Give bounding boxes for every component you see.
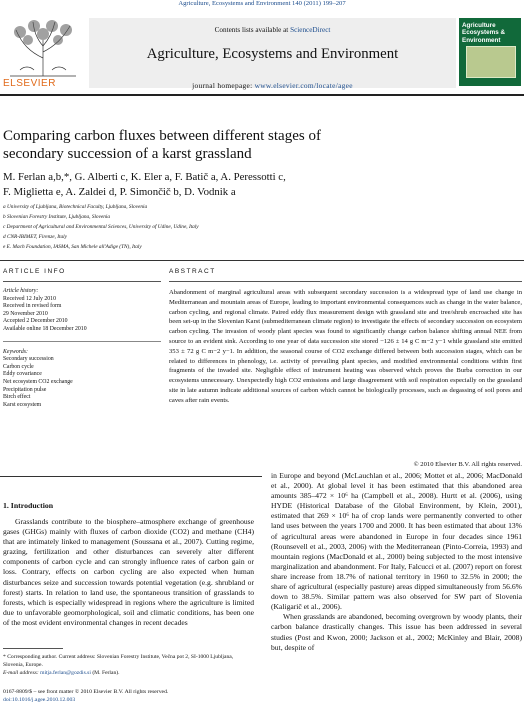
keyword: Birch effect — [3, 394, 31, 401]
footnote — [3, 653, 254, 677]
info-rule — [3, 281, 161, 282]
affiliations — [3, 202, 518, 252]
history-item: Received 12 July 2010 — [3, 295, 56, 302]
issn-line: 0167-8809/$ – see front matter © 2010 Elsevier B.V. All rights reserved. — [3, 689, 169, 695]
paragraph: When grasslands are abandoned, becoming overgrown by woody plants, their carbon balance drastically changes. This issue has been addressed in several studies (Post and Kwon, 2000; Jackson et al., 2002; McKinley and Blair, 2008) but, despite of — [271, 612, 522, 652]
history-item: Received in revised form — [3, 303, 62, 310]
section-rule — [0, 260, 524, 261]
body-rule — [0, 476, 262, 477]
introduction-right-column — [271, 471, 522, 653]
elsevier-tree-icon — [0, 18, 86, 80]
affiliation: e E. Mach Foundation, IASMA, San Michele all'Adige (TN), Italy — [3, 244, 142, 251]
affiliation: a University of Ljubljana, Biotechnical Faculty, Ljubljana, Slovenia — [3, 204, 148, 210]
keyword: Secondary succession — [3, 356, 54, 363]
article-info-heading: ARTICLE INFO — [3, 268, 66, 275]
contents-prefix: Contents lists available at — [214, 26, 291, 34]
elsevier-logo[interactable] — [0, 18, 86, 86]
email-link[interactable]: mitja.ferlan@gozdis.si — [40, 670, 91, 676]
abstract-rule — [169, 281, 522, 282]
journal-reference[interactable]: Agriculture, Ecosystems and Environment 140 (2011) 199–207 — [178, 0, 346, 7]
keyword: Net ecosystem CO2 exchange — [3, 378, 73, 385]
publisher-name: ELSEVIER — [3, 78, 56, 89]
paragraph: in Europe and beyond (McLauchlan et al., 2006; Mottet et al., 2006; MacDonald et al., 2000). At global level it has been estimated that this abandoned area amounts 385–472 × 10⁶ ha (Campbell et al., 2008). Hurtt et al. (2006), using HYDE (Historical Database of the Global Environment, by Klein, 2001), estimated that 269 × 10⁶ ha of crop lands were permanently converted to other land uses between the years 1700 and 2000. It has been estimated that about 13% of agricultural areas were abandoned in Europe in four decades since 1961 (Rounsevell et al., 2003, 2006) with the Mediterranean (Pinto-Correia, 1993) and mountain regions (MacDonald et al., 2000) being subjected to the most intensive marginalization and abandonment. For Italy, Falcucci et al. (2007) report on forest share increase from 18.7% of national territory in 1960 to 32.5% in 2000; the share of agricultural (especially pasture) areas dipped simultaneously from 56.6% down to 38.5%. Similar pattern was also observed for SW part of Slovenia (Kaligarič et al., 2006). — [271, 471, 522, 612]
article-title — [3, 128, 503, 163]
bottom-info — [3, 688, 303, 704]
homepage-link[interactable]: www.elsevier.com/locate/agee — [254, 81, 353, 90]
copyright-line: © 2010 Elsevier B.V. All rights reserved. — [413, 461, 522, 468]
abstract-text: Abandonment of marginal agricultural areas with subsequent secondary succession is a widespread type of land use change in Mediterranean and mountain areas of Europe, leading to important environmental consequences such as change in the water balance, carbon cycling, and regional climate. Paired eddy flux measurement design with grassland site and tree/shrub encroached site has been set-up in the Slovenian Karst (submediterranean climate region) to investigate the effects of secondary succession on ecosystem carbon cycling. The invasion of woody plant species was found to significantly change carbon balance shifting annual NEE from source to an evident sink. According to one year of data succession site stored −126 ± 14 g C m−2 y−1 while grassland site emitted 353 ± 72 g C m−2 y−1. In addition, the seasonal course of CO2 exchange differed between both succession stages, which can be related to differences in phenology, i.e. activity of prevailing plant species, and modified environmental conditions within first fragments of the invaded site. Negligible effect of instrument heating was observed which proves the Burba correction in our ecosystems unnecessary. Unexpectedly high CO2 emissions and large disagreement with soil respiration especially on the grassland site in late autumn indicate additional sources of carbon which cannot be biologically processes, such as degassing of soil pores and caves after rain events. — [169, 289, 522, 404]
history-label: Article history: — [3, 288, 39, 294]
affiliation: b Slovenian Forestry Institute, Ljubljana, Slovenia — [3, 214, 111, 221]
history-item: Available online 18 December 2010 — [3, 325, 87, 332]
affiliation: d CNR-IBIMET, Firenze, Italy — [3, 234, 67, 241]
keyword: Eddy covariance — [3, 371, 42, 378]
authors-line-2[interactable]: F. Miglietta e, A. Zaldei d, P. Simončič b, D. Vodnik a — [3, 185, 236, 198]
history-item: 29 November 2010 — [3, 310, 48, 317]
keywords-rule — [3, 341, 161, 342]
header-rule — [0, 94, 524, 96]
paragraph: Grasslands contribute to the biosphere–atmosphere exchange of greenhouse gases (GHGs) mainly with fluxes of carbon dioxide (CO2) and methane (CH4) that are intimately linked to management (Soussana et al., 2007). Cutting regime, grazing, fertilization and other disturbances can severely alter different components of carbon cycle and can strongly influence rates of carbon gain or loss. Contrary, effects on carbon cycling are also expected when human disturbances seize and succession towards potential vegetation (e.g. shrubland or forest) starts. In relation to land use, the spontaneous transition of grasslands to forests, which is especially widespread in regions where the agriculture is limited due to unfavorable geomorphological, soil and climatic conditions, has been one of the most evident environmental changes in recent decades — [3, 517, 254, 627]
journal-title: Agriculture, Ecosystems and Environment — [146, 46, 399, 62]
article-info — [3, 288, 163, 409]
email-label: E-mail address: — [3, 670, 41, 676]
keyword: Karst ecosystem — [3, 401, 42, 408]
email-suffix: (M. Ferlan). — [90, 670, 120, 676]
keyword: Precipitation pulse — [3, 386, 47, 393]
sciencedirect-link[interactable]: ScienceDirect — [290, 26, 331, 34]
homepage-label: journal homepage: — [192, 81, 255, 90]
cover-title: Agriculture Ecosystems & Environment — [462, 22, 506, 44]
email-line — [3, 669, 254, 677]
history-item: Accepted 2 December 2010 — [3, 318, 68, 325]
doi-link[interactable]: doi:10.1016/j.agee.2010.12.003 — [3, 697, 76, 703]
keyword: Carbon cycle — [3, 363, 34, 370]
authors-line-1[interactable]: M. Ferlan a,b,*, G. Alberti c, K. Eler a, F. Batič a, A. Peressotti c, — [3, 171, 286, 183]
footnote-rule — [3, 648, 63, 649]
journal-homepage — [89, 81, 456, 90]
abstract-heading: ABSTRACT — [169, 268, 216, 275]
contents-line — [89, 26, 456, 34]
title-line-1: Comparing carbon fluxes between different stages of — [3, 128, 321, 144]
cover-image — [466, 46, 516, 78]
title-line-2: secondary succession of a karst grassland — [3, 145, 252, 162]
corresponding-author-note: * Corresponding author. Current address: Slovenian Forestry Institute, Večna pot 2, SI-1000 Ljubljana, Slovenia, Europe. — [3, 654, 234, 668]
introduction-heading: 1. Introduction — [3, 501, 54, 510]
author-list — [3, 170, 518, 199]
introduction-left-column — [3, 517, 254, 628]
affiliation: c Department of Agricultural and Environmental Sciences, University of Udine, Udine, Italy — [3, 224, 199, 231]
keywords-label: Keywords: — [3, 348, 28, 355]
